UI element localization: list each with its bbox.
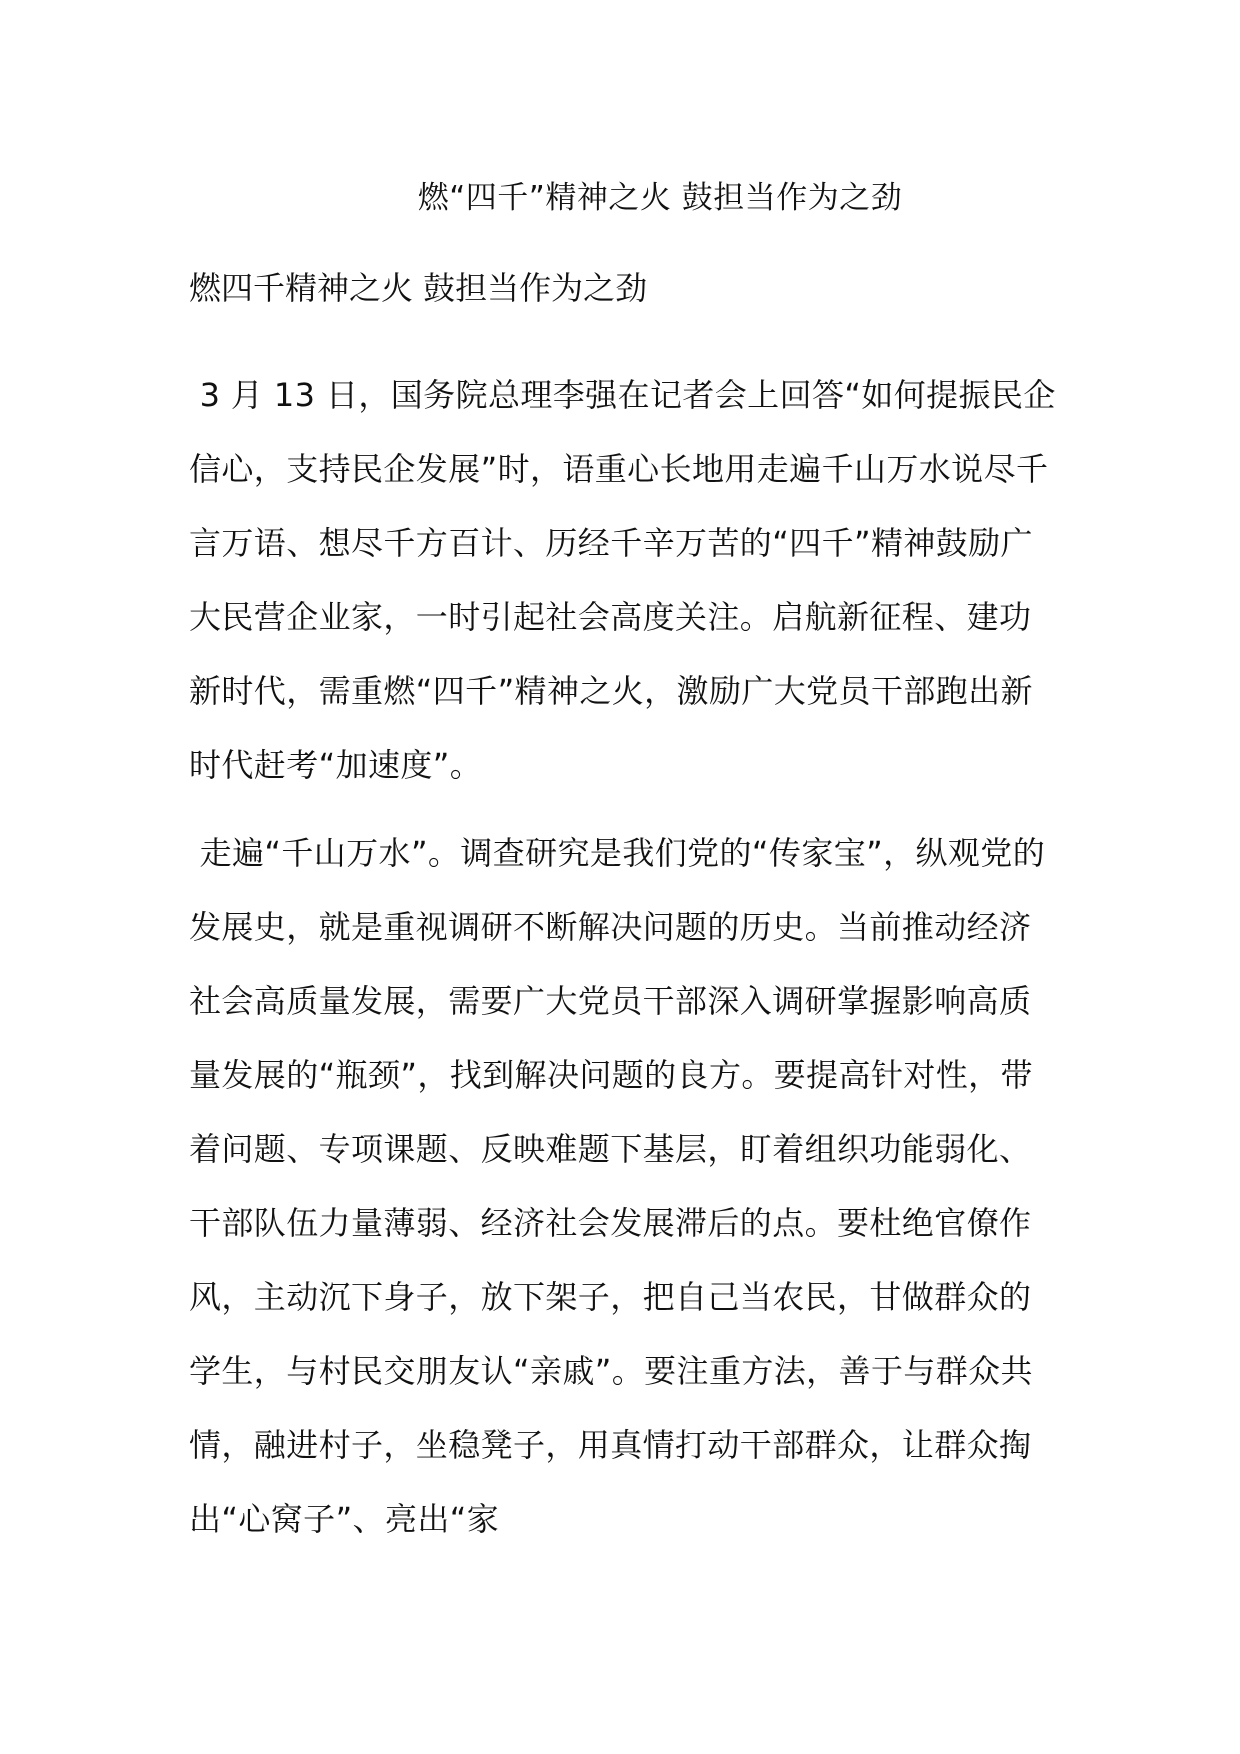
- paragraph-2: 走遍“千山万水”。调查研究是我们党的“传家宝”，纵观党的发展史，就是重视调研不断解决问题的历史。当前推动经济社会高质量发展，需要广大党员干部深入调研掌握影响高质量发展的“瓶颈”，找到解决问题的良方。要提高针对性，带着问题、专项课题、反映难题下基层，盯着组织功能弱化、干部队伍力量薄弱、经济社会发展滞后的点。要杜绝官僚作风，主动沉下身子，放下架子，把自己当农民，甘做群众的学生，与村民交朋友认“亲戚”。要注重方法，善于与群众共情，融进村子，坐稳凳子，用真情打动干部群众，让群众掏出“心窝子”、亮出“家: [189, 834, 1046, 1538]
- document-subtitle: 燃四千精神之火 鼓担当作为之劲: [189, 269, 648, 307]
- paragraph-1: 3 月 13 日，国务院总理李强在记者会上回答“如何提振民企信心，支持民企发展”时，语重心长地用走遍千山万水说尽千言万语、想尽千方百计、历经千辛万苦的“四千”精神鼓励广大民营企业家，一时引起社会高度关注。启航新征程、建功新时代，需重燃“四千”精神之火，激励广大党员干部跑出新时代赶考“加速度”。: [189, 376, 1056, 784]
- document-title: 燃“四千”精神之火 鼓担当作为之劲: [417, 180, 903, 216]
